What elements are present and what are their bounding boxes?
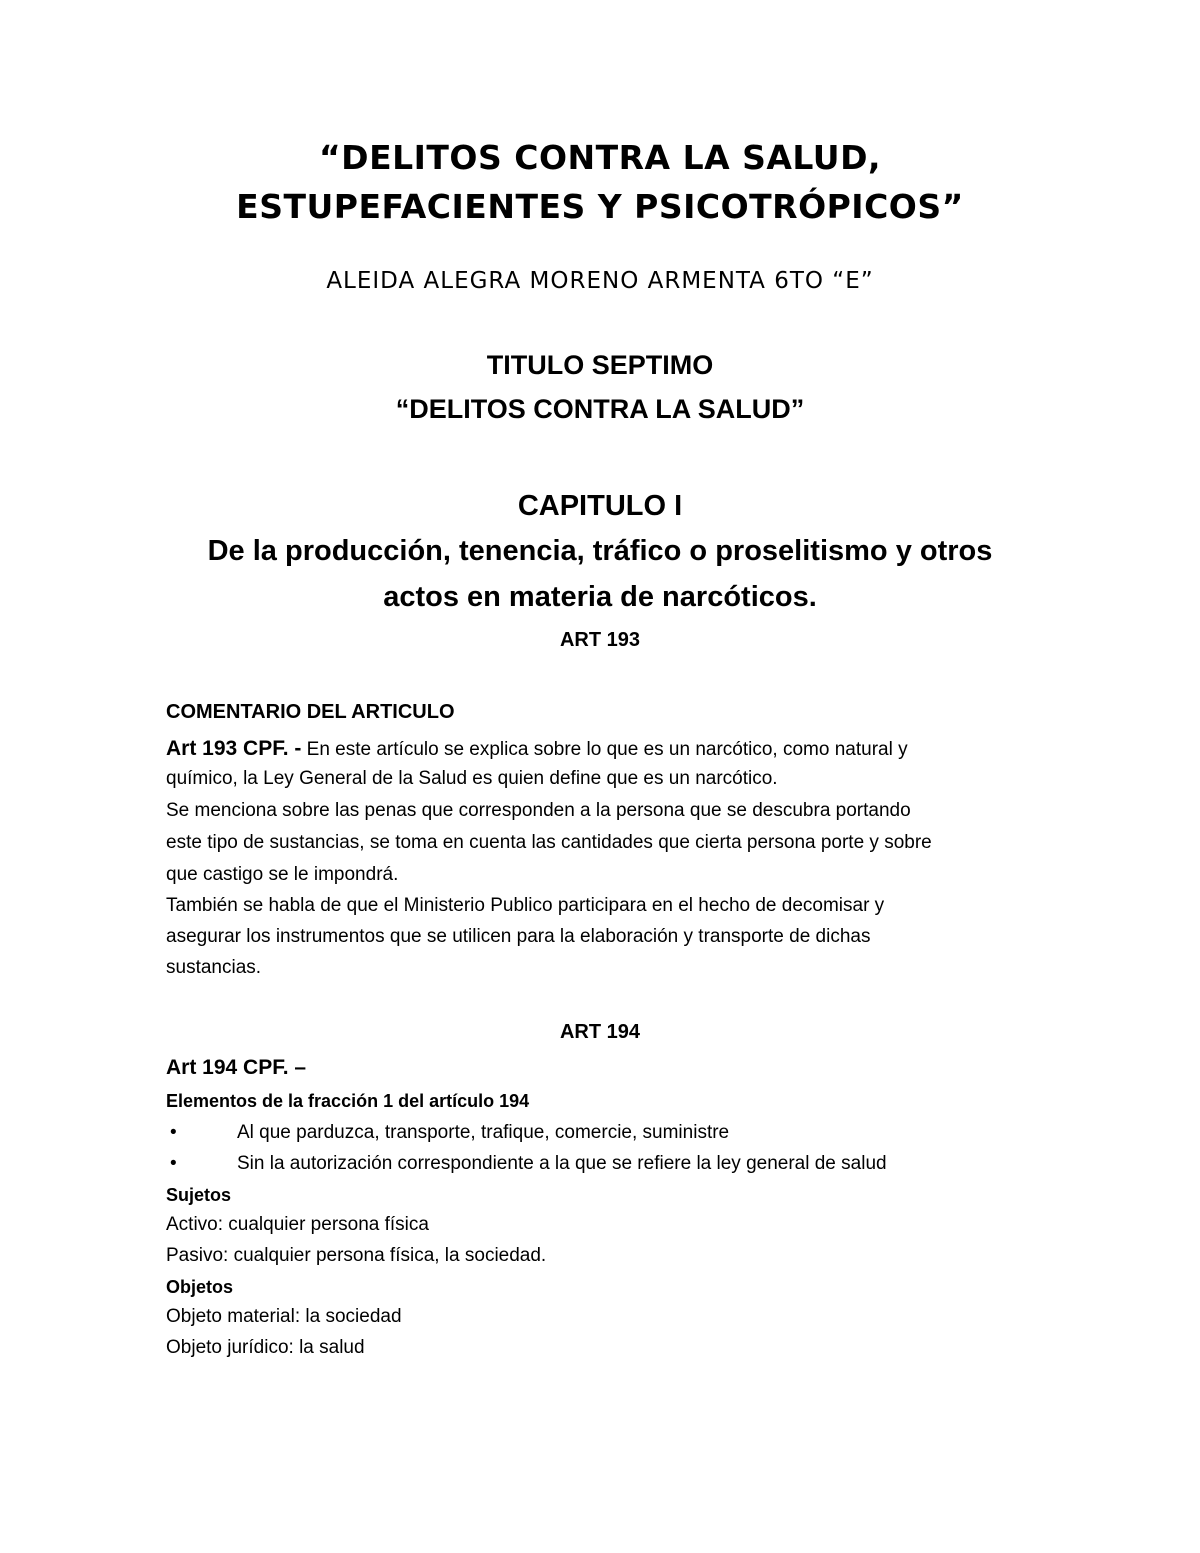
bullet-icon: • <box>170 1153 177 1174</box>
sujeto-activo: Activo: cualquier persona física <box>166 1214 429 1235</box>
capitulo-name-line-1: De la producción, tenencia, tráfico o proselitismo y otros <box>207 535 993 567</box>
titulo-name: “DELITOS CONTRA LA SALUD” <box>395 394 805 424</box>
author-line: ALEIDA ALEGRA MORENO ARMENTA 6TO “E” <box>326 268 874 294</box>
sujetos-heading: Sujetos <box>166 1185 232 1205</box>
art193-paragraph-line: que castigo se le impondrá. <box>166 864 399 885</box>
art193-paragraph-line: químico, la Ley General de la Salud es quien define que es un narcótico. <box>166 768 778 789</box>
sujeto-pasivo: Pasivo: cualquier persona física, la sociedad. <box>166 1245 547 1266</box>
objeto-material: Objeto material: la sociedad <box>166 1306 402 1327</box>
document-title-line-2: ESTUPEFACIENTES Y PSICOTRÓPICOS” <box>236 187 964 226</box>
document-title-line-1: “DELITOS CONTRA LA SALUD, <box>318 138 882 177</box>
bullet-icon: • <box>170 1122 177 1143</box>
bullet-text: Al que parduzca, transporte, trafique, comercie, suministre <box>237 1122 730 1143</box>
art193-paragraph-line: También se habla de que el Ministerio Publico participara en el hecho de decomisar y <box>166 895 885 916</box>
art193-heading: ART 193 <box>559 629 641 651</box>
art193-paragraph-line: este tipo de sustancias, se toma en cuenta las cantidades que cierta persona porte y sobre <box>166 832 932 853</box>
elementos-heading: Elementos de la fracción 1 del artículo 194 <box>166 1091 530 1111</box>
art193-paragraph-line <box>166 737 908 761</box>
objeto-juridico: Objeto jurídico: la salud <box>166 1337 365 1358</box>
list-item <box>0 1153 1200 1181</box>
comentario-heading: COMENTARIO DEL ARTICULO <box>166 701 455 723</box>
art193-text: En este artículo se explica sobre lo que es un narcótico, como natural y <box>306 739 908 760</box>
art193-paragraph-line: sustancias. <box>166 957 262 978</box>
art193-paragraph-line: Se menciona sobre las penas que corresponden a la persona que se descubra portando <box>166 800 911 821</box>
capitulo-name-line-2: actos en materia de narcóticos. <box>383 581 817 613</box>
art194-heading: ART 194 <box>559 1021 641 1043</box>
art194-label: Art 194 CPF. – <box>166 1056 307 1079</box>
art193-label: Art 193 CPF. - <box>166 737 302 760</box>
art193-paragraph-line: asegurar los instrumentos que se utilicen para la elaboración y transporte de dichas <box>166 926 871 947</box>
capitulo-heading: CAPITULO I <box>517 490 683 522</box>
list-item <box>0 1122 1200 1150</box>
objetos-heading: Objetos <box>166 1277 234 1297</box>
bullet-text: Sin la autorización correspondiente a la que se refiere la ley general de salud <box>237 1153 887 1174</box>
titulo-heading: TITULO SEPTIMO <box>486 350 714 380</box>
